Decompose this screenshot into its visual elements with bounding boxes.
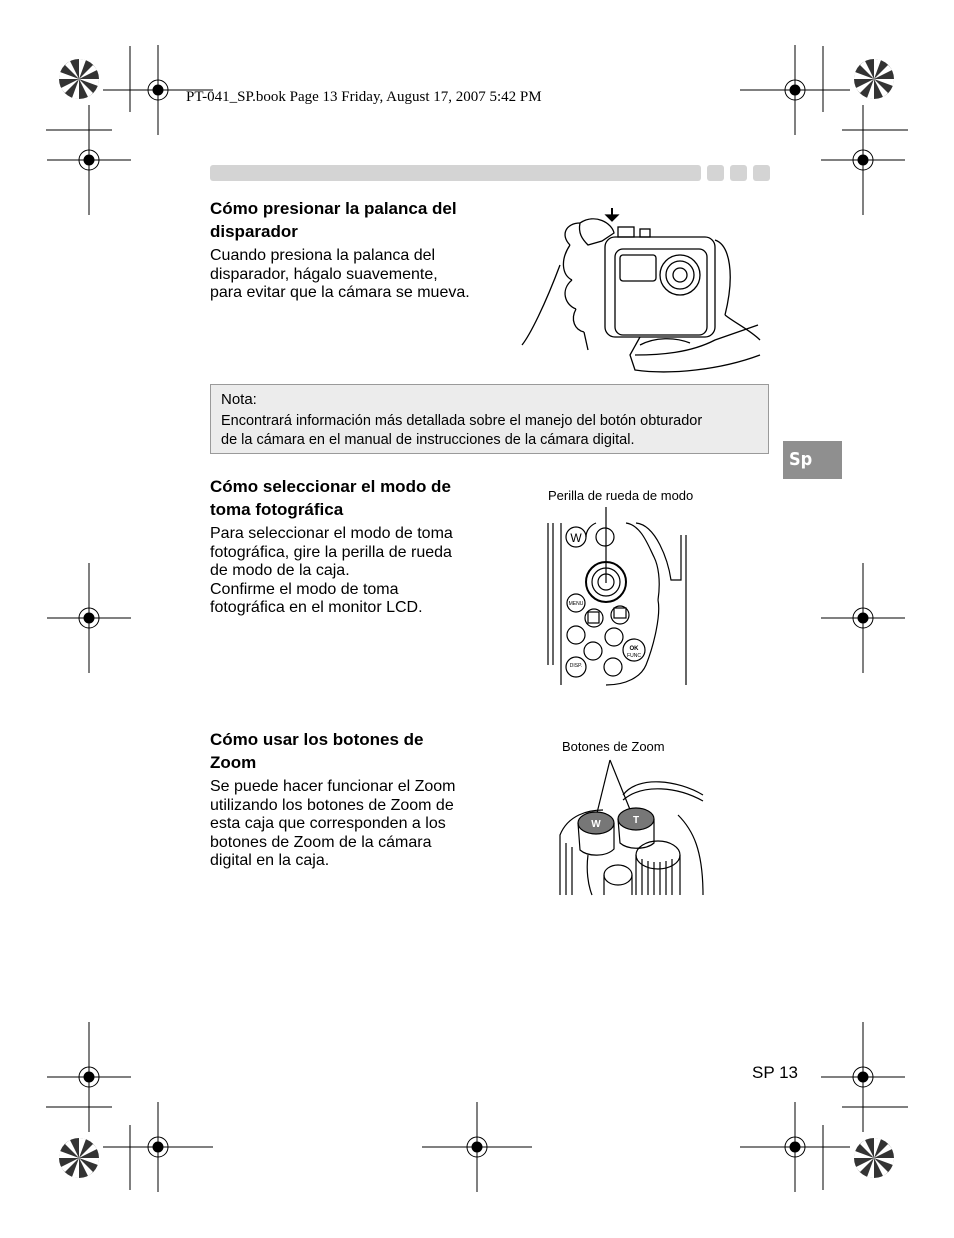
body-line: fotográfica, gire la perilla de rueda xyxy=(210,543,452,561)
section-body xyxy=(210,778,500,871)
title-line: Zoom xyxy=(210,753,257,772)
note-text xyxy=(221,412,758,450)
section-title xyxy=(210,197,500,243)
func-button-label: FUNC xyxy=(627,653,641,659)
title-line: toma fotográfica xyxy=(210,500,344,519)
body-line: de modo de la caja. xyxy=(210,562,350,579)
section-title xyxy=(210,475,500,521)
body-line: disparador, hágalo suavemente, xyxy=(210,265,438,283)
section-shutter xyxy=(210,197,500,303)
camera-hands-illustration xyxy=(520,205,770,380)
body-line: utilizando los botones de Zoom de xyxy=(210,796,454,814)
language-tab-label: Sp xyxy=(789,449,813,470)
section-title xyxy=(210,728,500,774)
title-line: Cómo seleccionar el modo de xyxy=(210,477,451,496)
disp-button-label: DISP. xyxy=(569,663,583,669)
zoom-buttons-illustration xyxy=(558,755,708,900)
header-square-1 xyxy=(707,165,724,181)
section-zoom xyxy=(210,728,500,871)
zoom-buttons-caption: Botones de Zoom xyxy=(562,739,665,754)
zoom-w-label: W xyxy=(591,819,601,830)
header-square-3 xyxy=(753,165,770,181)
body-line: Confirme el modo de toma xyxy=(210,580,399,598)
page-number: SP 13 xyxy=(752,1063,799,1082)
section-body xyxy=(210,525,500,618)
section-header-bar xyxy=(210,165,701,181)
menu-button-label: MENU xyxy=(568,601,584,607)
title-line: Cómo presionar la palanca del xyxy=(210,199,457,218)
mode-dial-illustration xyxy=(546,505,691,685)
body-line: para evitar que la cámara se mueva. xyxy=(210,284,470,301)
body-line: Se puede hacer funcionar el Zoom xyxy=(210,778,456,795)
body-line: Para seleccionar el modo de toma xyxy=(210,525,453,542)
body-line: digital en la caja. xyxy=(210,852,330,869)
language-tab xyxy=(783,441,842,479)
book-file-header: PT-041_SP.book Page 13 Friday, August 17, 2007 5:42 PM xyxy=(186,89,542,105)
header-square-2 xyxy=(730,165,747,181)
w-button-label: W xyxy=(570,531,582,545)
section-body xyxy=(210,247,500,303)
zoom-t-label: T xyxy=(632,815,640,826)
title-line: disparador xyxy=(210,222,298,241)
note-line: de la cámara en el manual de instrucciones de la cámara digital. xyxy=(221,432,635,448)
mode-dial-caption: Perilla de rueda de modo xyxy=(548,488,694,503)
title-line: Cómo usar los botones de xyxy=(210,730,424,749)
body-line: esta caja que corresponden a los xyxy=(210,815,446,832)
note-title: Nota: xyxy=(221,391,257,408)
body-line: botones de Zoom de la cámara xyxy=(210,833,432,851)
note-box xyxy=(210,384,769,454)
body-line: fotográfica en el monitor LCD. xyxy=(210,599,423,616)
note-line: Encontrará información más detallada sobre el manejo del botón obturador xyxy=(221,413,703,429)
body-line: Cuando presiona la palanca del xyxy=(210,247,436,264)
ok-button-label: OK xyxy=(629,646,639,652)
section-mode-dial xyxy=(210,475,500,618)
